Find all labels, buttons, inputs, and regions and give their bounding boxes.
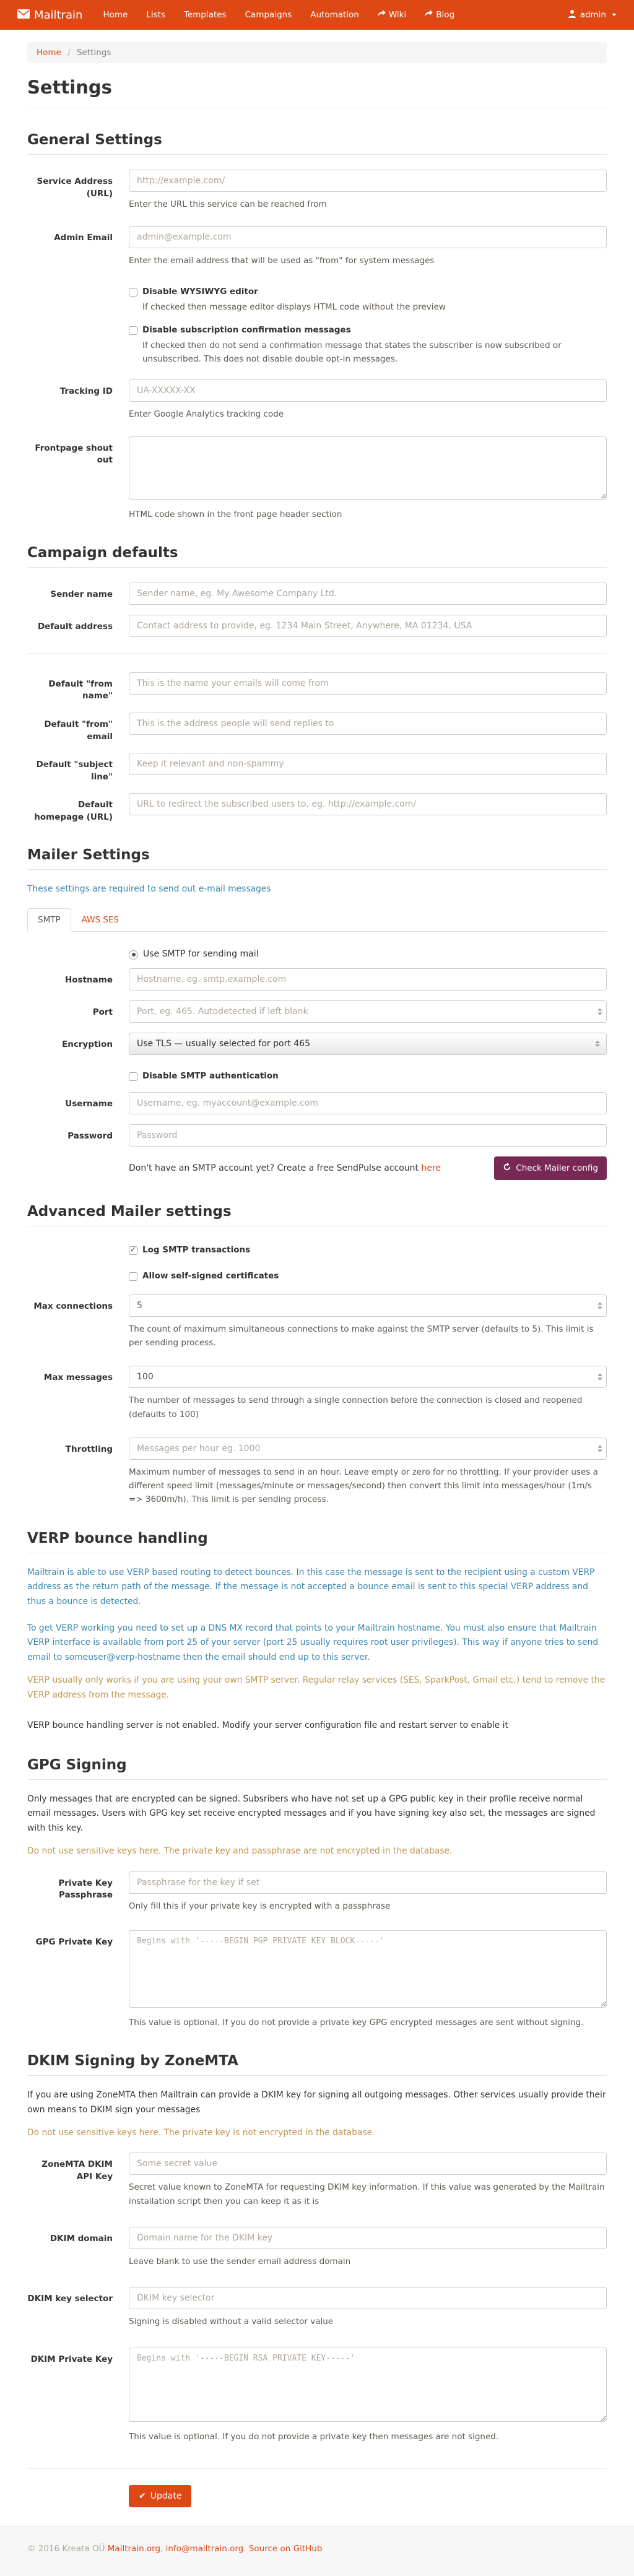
password-label: Password xyxy=(67,1130,113,1141)
dkim-selector-input[interactable] xyxy=(129,2287,607,2309)
max-connections-label: Max connections xyxy=(33,1301,113,1311)
number-stepper[interactable] xyxy=(597,1374,602,1381)
tab-aws-ses[interactable]: AWS SES xyxy=(81,914,119,925)
shoutout-textarea[interactable] xyxy=(129,436,607,500)
nav-item-home[interactable]: Home xyxy=(103,10,128,20)
chevron-down-icon xyxy=(612,14,617,16)
breadcrumb-home-link[interactable]: Home xyxy=(37,48,61,58)
max-messages-input[interactable] xyxy=(129,1366,607,1388)
number-stepper[interactable] xyxy=(597,1008,602,1015)
throttling-label: Throttling xyxy=(65,1444,113,1454)
max-connections-help: The count of maximum simultaneous connections to make against the SMTP server (defaults to 5). This limit is per sending process. xyxy=(129,1324,594,1348)
tracking-id-input[interactable] xyxy=(129,379,607,402)
default-address-input[interactable] xyxy=(129,615,607,637)
breadcrumb xyxy=(27,42,607,63)
from-name-input[interactable] xyxy=(129,672,607,695)
gpg-private-key-help: This value is optional. If you do not provide a private key GPG encrypted messages are sent without signing. xyxy=(129,2017,584,2027)
mailer-intro: These settings are required to send out e-mail messages xyxy=(27,884,271,895)
disable-wysiwyg-help: If checked then message editor displays HTML code without the preview xyxy=(142,301,446,312)
verp-warning: VERP usually only works if you are using your own SMTP server. Regular relay services (SES, SparkPost, Gmail etc.) tend to remove the VERP address from the message. xyxy=(27,1675,606,1700)
shoutout-label: Frontpage shout out xyxy=(35,443,113,466)
disable-smtp-auth-checkbox[interactable] xyxy=(129,1072,137,1081)
subject-line-label: Default "subject line" xyxy=(36,760,113,782)
disable-confirmations-help: If checked then do not send a confirmation message that states the subscriber is now subscribed or unsubscribed. This does not disable double opt-in messages. xyxy=(142,340,562,365)
user-name: admin xyxy=(580,10,606,20)
port-label: Port xyxy=(92,1007,113,1017)
gpg-passphrase-help: Only fill this if your private key is encrypted with a passphrase xyxy=(129,1901,391,1911)
admin-email-label: Admin Email xyxy=(54,233,113,243)
gpg-passphrase-input[interactable] xyxy=(129,1871,607,1894)
shoutout-help: HTML code shown in the front page header section xyxy=(129,509,342,519)
envelope-icon xyxy=(17,9,30,22)
nav-item-blog[interactable]: Blog xyxy=(415,0,464,30)
user-menu[interactable] xyxy=(568,9,617,20)
dkim-private-key-label: DKIM Private Key xyxy=(30,2354,113,2364)
service-url-label: Service Address (URL) xyxy=(37,176,113,199)
dkim-domain-label: DKIM domain xyxy=(50,2233,113,2244)
disable-wysiwyg-label[interactable]: Disable WYSIWYG editor xyxy=(142,286,258,297)
refresh-icon xyxy=(503,1163,511,1174)
user-icon xyxy=(568,9,576,20)
username-input[interactable] xyxy=(129,1092,607,1114)
service-url-help: Enter the URL this service can be reached from xyxy=(129,199,327,209)
brand[interactable] xyxy=(17,9,82,22)
nav-item-wiki[interactable]: Wiki xyxy=(368,0,415,30)
tracking-id-help: Enter Google Analytics tracking code xyxy=(129,409,284,420)
page-title: Settings xyxy=(27,77,112,98)
footer: © 2016 Kreata OÜ Mailtrain.org, info@mailtrain.org. Source on GitHub xyxy=(0,2526,634,2576)
dkim-private-key-textarea[interactable] xyxy=(129,2348,607,2422)
username-label: Username xyxy=(65,1098,113,1109)
check-mailer-config-button[interactable]: Check Mailer config xyxy=(494,1156,607,1180)
service-url-input[interactable] xyxy=(129,170,607,192)
self-signed-label[interactable]: Allow self-signed certificates xyxy=(142,1270,279,1281)
max-messages-help: The number of messages to send through a single connection before the connection is closed and reopened (defaults to 100) xyxy=(129,1395,583,1420)
dkim-selector-label: DKIM key selector xyxy=(27,2294,113,2304)
hostname-input[interactable] xyxy=(129,968,607,991)
smtp-signup-note: Don't have an SMTP account yet? Create a free SendPulse account here xyxy=(129,1163,441,1173)
throttling-input[interactable] xyxy=(129,1438,607,1460)
port-input[interactable] xyxy=(129,1000,607,1023)
footer-mailtrain-link[interactable]: Mailtrain.org xyxy=(107,2543,161,2554)
divider xyxy=(27,653,607,654)
mailer-tabs xyxy=(27,908,607,932)
homepage-input[interactable] xyxy=(129,793,607,815)
self-signed-checkbox[interactable] xyxy=(129,1272,137,1281)
default-address-label: Default address xyxy=(37,621,113,631)
from-name-label: Default "from name" xyxy=(48,679,113,701)
use-smtp-radio[interactable] xyxy=(129,950,138,960)
nav-item-templates[interactable]: Templates xyxy=(183,10,227,20)
disable-wysiwyg-checkbox[interactable] xyxy=(129,288,137,297)
gpg-intro: Only messages that are encrypted can be signed. Subsribers who have not set up a GPG public key in their profile receive normal email messages. Users with GPG key set receive encrypted messages and if you have signing key also set, the messages are signed with this key. xyxy=(27,1793,596,1833)
breadcrumb-separator: / xyxy=(67,48,71,58)
homepage-label: Default homepage (URL) xyxy=(34,800,113,822)
section-verp: VERP bounce handling xyxy=(27,1530,607,1553)
verp-paragraph-2: To get VERP working you need to set up a DNS MX record that points to your Mailtrain hostname. You must also ensure that Mailtrain VERP interface is available from port 25 of your server (port 25 usually requires root user privileges). This way if anyone tries to send email to someuser@verp-hostname then the email should end up to this server. xyxy=(27,1623,599,1662)
password-input[interactable] xyxy=(129,1124,607,1147)
external-link-icon xyxy=(425,10,433,20)
sender-name-input[interactable] xyxy=(129,583,607,605)
footer-github-link[interactable]: Source on GitHub xyxy=(248,2543,323,2554)
section-mailer-settings: Mailer Settings xyxy=(27,847,607,870)
nav-item-campaigns[interactable]: Campaigns xyxy=(245,10,292,20)
encryption-select[interactable]: Use TLS — usually selected for port 465 xyxy=(129,1033,607,1055)
hostname-label: Hostname xyxy=(64,974,113,985)
disable-smtp-auth-label[interactable]: Disable SMTP authentication xyxy=(142,1070,279,1081)
tab-smtp[interactable]: SMTP xyxy=(27,908,71,932)
verp-status: VERP bounce handling server is not enabled. Modify your server configuration file and restart server to enable it xyxy=(27,1720,508,1731)
dkim-api-key-label: ZoneMTA DKIM API Key xyxy=(41,2159,113,2182)
subject-line-input[interactable] xyxy=(129,753,607,775)
tracking-id-label: Tracking ID xyxy=(59,386,113,397)
divider xyxy=(27,2468,607,2469)
gpg-warning: Do not use sensitive keys here. The private key and passphrase are not encrypted in the database. xyxy=(27,1846,453,1857)
disable-confirmations-checkbox[interactable] xyxy=(129,326,137,335)
max-messages-label: Max messages xyxy=(43,1373,113,1383)
verp-paragraph-1: Mailtrain is able to use VERP based routing to detect bounces. In this case the message is sent to the recipient using a custom VERP address as the return path of the message. If the message is not accepted a bounce email is sent to this special VERP address and thus a bounce is detected. xyxy=(27,1567,595,1607)
nav-item-automation[interactable]: Automation xyxy=(310,10,359,20)
from-email-label: Default "from" email xyxy=(44,719,113,742)
section-campaign-defaults: Campaign defaults xyxy=(27,545,607,568)
admin-email-help: Enter the email address that will be used as "from" for system messages xyxy=(129,256,435,266)
navbar xyxy=(0,0,634,30)
use-smtp-label[interactable]: Use SMTP for sending mail xyxy=(143,948,259,959)
check-icon: ✔ xyxy=(139,2491,146,2501)
admin-email-input[interactable] xyxy=(129,226,607,248)
dkim-api-key-help: Secret value known to ZoneMTA for requesting DKIM key information. If this value was generated by the Mailtrain installation script then you can keep it as it is xyxy=(129,2182,605,2206)
max-connections-input[interactable] xyxy=(129,1295,607,1317)
breadcrumb-current: Settings xyxy=(77,48,111,58)
select-arrows-icon xyxy=(595,1041,600,1047)
section-dkim: DKIM Signing by ZoneMTA xyxy=(27,2053,607,2076)
gpg-private-key-textarea[interactable] xyxy=(129,1930,607,2008)
update-button[interactable]: ✔ Update xyxy=(129,2485,191,2507)
sendpulse-here-link[interactable]: here xyxy=(421,1163,441,1173)
number-stepper[interactable] xyxy=(597,1445,602,1452)
dkim-api-key-input[interactable] xyxy=(129,2153,607,2175)
external-link-icon xyxy=(378,10,386,20)
dkim-domain-input[interactable] xyxy=(129,2227,607,2249)
brand-label: Mailtrain xyxy=(34,8,83,22)
gpg-private-key-label: GPG Private Key xyxy=(35,1936,113,1947)
sender-name-label: Sender name xyxy=(50,589,113,599)
footer-copyright: © 2016 Kreata OÜ xyxy=(27,2543,108,2554)
gpg-passphrase-label: Private Key Passphrase xyxy=(58,1878,113,1901)
nav-item-lists[interactable]: Lists xyxy=(146,10,165,20)
dkim-domain-help: Leave blank to use the sender email address domain xyxy=(129,2256,351,2266)
from-email-input[interactable] xyxy=(129,713,607,735)
log-smtp-checkbox[interactable] xyxy=(129,1246,137,1255)
encryption-label: Encryption xyxy=(62,1039,113,1049)
dkim-selector-help: Signing is disabled without a valid selector value xyxy=(129,2317,334,2327)
section-advanced-mailer: Advanced Mailer settings xyxy=(27,1203,607,1226)
disable-confirmations-label[interactable]: Disable subscription confirmation messages xyxy=(142,324,351,335)
dkim-warning: Do not use sensitive keys here. The private key is not encrypted in the database. xyxy=(27,2128,375,2138)
log-smtp-label[interactable]: Log SMTP transactions xyxy=(142,1244,251,1255)
nav-links xyxy=(93,0,464,30)
section-gpg: GPG Signing xyxy=(27,1757,607,1780)
dkim-intro: If you are using ZoneMTA then Mailtrain can provide a DKIM key for signing all outgoing messages. Other services usually provide their own means to DKIM sign your messages xyxy=(27,2090,606,2115)
footer-email-link[interactable]: info@mailtrain.org xyxy=(165,2543,244,2554)
number-stepper[interactable] xyxy=(597,1302,602,1309)
throttling-help: Maximum number of messages to send in an hour. Leave empty or zero for no throttling. If your provider uses a different speed limit (messages/minute or messages/second) then convert this limit into messages/hour (1m/s => 3600m/h). This limit is per sending process. xyxy=(129,1467,598,1505)
dkim-private-key-help: This value is optional. If you do not provide a private key then messages are not signed. xyxy=(129,2431,499,2442)
section-general-settings: General Settings xyxy=(27,132,607,155)
